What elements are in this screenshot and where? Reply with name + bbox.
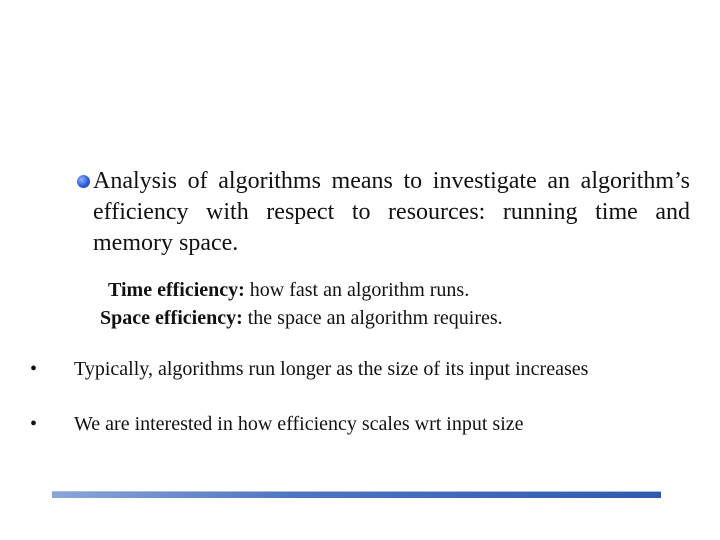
main-bullet: [75, 166, 690, 259]
sub-point-space-efficiency: [100, 304, 660, 332]
sub-point-term: Space efficiency:: [100, 307, 243, 329]
sub-point-time-efficiency: [100, 276, 660, 304]
bullet-marker: •: [30, 413, 38, 435]
bullet-text: Typically, algorithms run longer as the size of its input increases: [74, 358, 589, 380]
sub-point-text: how fast an algorithm runs.: [244, 279, 470, 301]
sub-point-term: Time efficiency:: [108, 279, 245, 301]
sub-point-text: the space an algorithm requires.: [242, 307, 503, 329]
main-bullet-text: Analysis of algorithms means to investigate an algorithm’s efficiency with respect to resources: running time and memory space.: [93, 168, 690, 256]
blue-sphere-bullet-icon: [77, 175, 90, 188]
sub-points: [100, 276, 660, 332]
footer-divider-bar: [52, 491, 661, 498]
bullet-marker: •: [30, 358, 38, 380]
bullet-text: We are interested in how efficiency scales wrt input size: [74, 413, 524, 435]
